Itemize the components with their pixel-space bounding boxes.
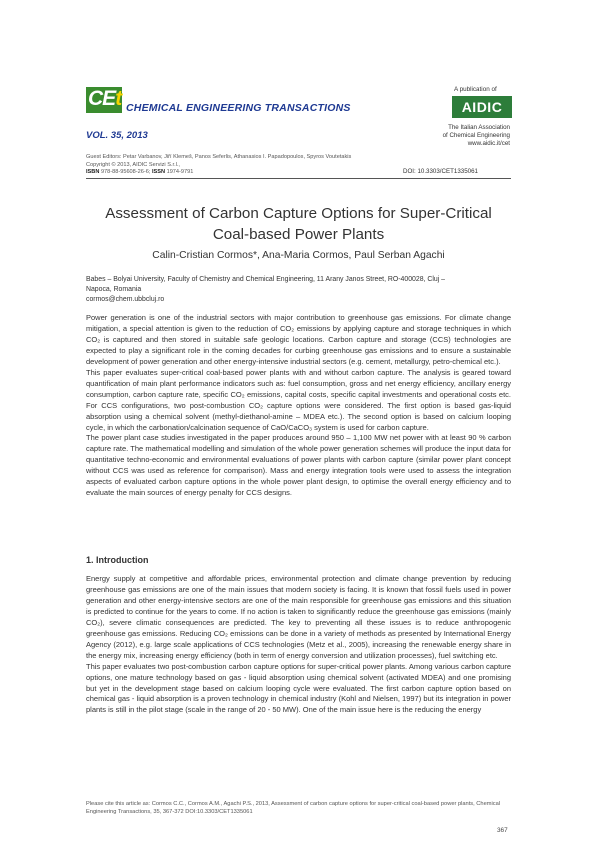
cet-logo-text: CEt [88,87,122,110]
introduction-body [86,574,511,716]
publication-label: A publication of [454,86,497,93]
abstract-paragraph: Power generation is one of the industrial sectors with major contribution to greenhouse gas emissions. For climate change mitigation, a special attention is given to the reduction of CO₂ emissions by applying capture and storage techniques in which CO₂ is captured and then stored in suitable safe geologic locations. Carbon capture and storage (CCS) technologies are expected to play a significant role in the coming decades for curbing greenhouse gas emissions and to ensure a sustainable development of power generation and other energy-intensive industrial sectors (e.g. cement, metallurgy, petro-chemical etc.). [86,313,511,366]
aidic-info-line: of Chemical Engineering [442,132,510,140]
affiliation-line: Napoca, Romania [86,286,142,293]
isbn-label: ISBN [86,169,100,176]
paper-title [86,203,511,245]
citation-footer: Please cite this article as: Cormos C.C., Cormos A.M., Agachi P.S., 2013, Assessment of carbon capture options for super-critical coal-based power plants, Chemical Engineering Transactions, 35, 367-372 DOI:10.3303/CET1335061 [86,801,501,815]
body-paragraph: Energy supply at competitive and affordable prices, environmental protection and climate change prevention by reducing greenhouse gas emissions are one of the main issues that modern society is facing. It is known that fossil fuels used in power generation and other energy-intensive sectors are one of the main responsible for greenhouse gas emissions and this situation is predicted to continue for the years to come. If no action is taken to significantly reduce the greenhouse gas emissions (mainly CO₂), severe climatic consequences are predicted. The key to preventing all these issues is to reduce anthropogenic greenhouse gas emissions. Reducing CO₂ emissions can be done in a variety of methods as presented by International Energy Agency (2012), e.g. large scale applications of CCS technologies (Metz et al., 2005), increasing the renewable energy share in the energy mix, increasing energy efficiency (both in term of energy conversion and utilization processes), fuel switching etc. [86,574,511,660]
body-paragraph: This paper evaluates two post-combustion carbon capture options for super-critical power plants. Among various carbon capture options, one mature technology based on gas - liquid absorption using chemical solvent (activated MDEA) and one promising but yet in the development stage based on calcium looping cycle were evaluated. The first carbon capture option based on chemical gas - liquid absorption is a proven technology in chemical industry (Kohl and Nielsen, 1997) but its integration in power plants is still in the pilot stage (scale in the range of 20 - 50 MW). One of the main issue here is the reducing the energy [86,661,511,715]
guest-editors: Guest Editors: Petar Varbanov, Jiří Klemeš, Panos Seferlis, Athanasios I. Papadopoulos, Spyros Voutetakis [86,154,352,160]
issn-label: ISSN [151,169,166,176]
abstract [86,313,511,499]
journal-name: CHEMICAL ENGINEERING TRANSACTIONS [126,102,351,114]
authors: Calin-Cristian Cormos*, Ana-Maria Cormos, Paul Serban Agachi [152,250,445,261]
title-line: Assessment of Carbon Capture Options for Super-Critical [105,205,492,222]
issn-value: 1974-9791 [166,169,194,176]
affiliation-line: Babes – Bolyai University, Faculty of Chemistry and Chemical Engineering, 11 Arany Janos Street, RO-400028, Cluj – [86,276,445,283]
affiliation [86,275,511,305]
doi: DOI: 10.3303/CET1335061 [403,168,478,175]
volume-label: VOL. 35, 2013 [86,130,148,141]
page-number: 367 [497,827,508,834]
aidic-info-line: The Italian Association [448,124,510,131]
abstract-paragraph: This paper evaluates super-critical coal-based power plants with and without carbon capture. The analysis is geared toward quantification of main plant performance indicators such as: fuel consumption, gross and net energy efficiency, ancillary energy consumption, carbon capture rate, specific CO₂ emissions, capital costs, specific capital investments and operational costs etc. For CCS configurations, two post-combustion CO₂ capture options were considered. The first option is based gas-liquid absorption using a chemical solvent (methyl-diethanol-amine – MDEA etc.). The second option is based on calcium looping cycle, in which the carbonation/calcination sequence of CaO/CaCO₃ system is used for carbon capture. [86,367,511,432]
title-line: Coal-based Power Plants [212,226,385,243]
abstract-paragraph: The power plant case studies investigated in the paper produces around 950 – 1,100 MW net power with at least 90 % carbon capture rate. The mathematical modelling and simulation of the whole power generation schemes will produce the input data for quantitative techno-economic and environmental evaluations of power plants with carbon capture (similar power plant concept without CCS was used as reference for comparison). Mass and energy integration tools were used to assess the integration aspects of evaluated carbon capture options in the whole power plant design, to optimise the overall energy efficiency and to evaluate the main sources of energy penalty for CCS designs. [86,433,511,498]
copyright: Copyright © 2013, AIDIC Servizi S.r.l., [86,161,180,168]
section-heading: 1. Introduction [86,555,149,565]
aidic-logo [452,96,512,118]
email: cormos@chem.ubbcluj.ro [86,296,165,303]
isbn-value: 978-88-95608-26-6; [100,169,151,176]
header-divider [86,178,511,179]
aidic-website-link[interactable]: www.aidic.it/cet [467,140,510,148]
aidic-logo-text: AIDIC [461,99,503,115]
aidic-info [418,124,510,149]
